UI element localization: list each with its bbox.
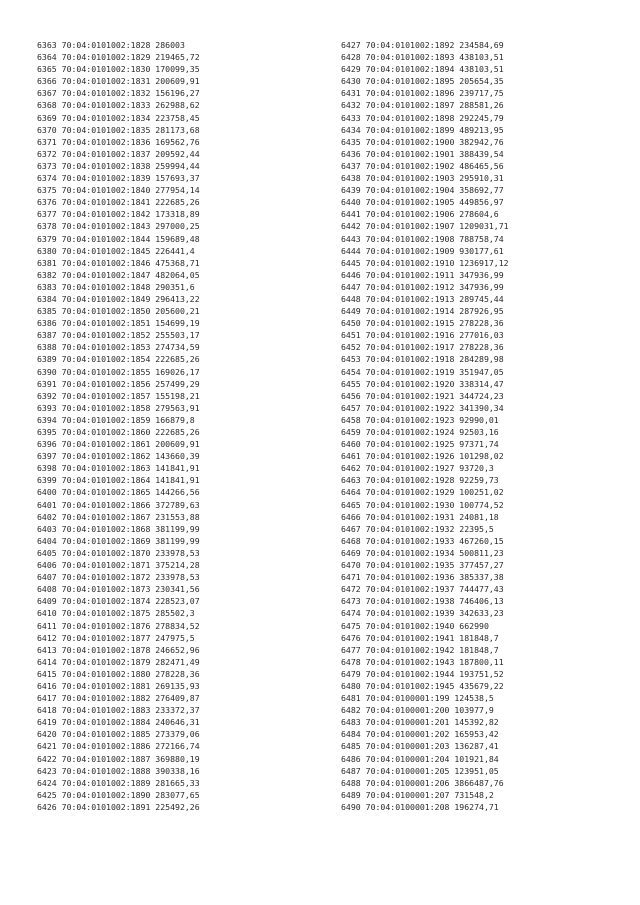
record-line: 6422 70:04:0101002:1887 369880,19	[37, 753, 200, 764]
record-line: 6433 70:04:0101002:1898 292245,79	[341, 112, 504, 123]
record-line: 6421 70:04:0101002:1886 272166,74	[37, 741, 200, 752]
record-line: 6434 70:04:0101002:1899 489213,95	[341, 124, 504, 135]
record-line: 6406 70:04:0101002:1871 375214,28	[37, 560, 200, 571]
record-line: 6370 70:04:0101002:1835 281173,68	[37, 124, 200, 135]
record-line: 6391 70:04:0101002:1856 257499,29	[37, 378, 200, 389]
record-line: 6363 70:04:0101002:1828 286003	[37, 40, 185, 50]
record-line: 6378 70:04:0101002:1843 297000,25	[37, 221, 200, 232]
record-line: 6448 70:04:0101002:1913 289745,44	[341, 293, 504, 304]
record-line: 6447 70:04:0101002:1912 347936,99	[341, 281, 504, 292]
record-line: 6367 70:04:0101002:1832 156196,27	[37, 88, 200, 99]
record-line: 6478 70:04:0101002:1943 187800,11	[341, 656, 504, 667]
record-line: 6401 70:04:0101002:1866 372789,63	[37, 499, 200, 510]
record-line: 6412 70:04:0101002:1877 247975,5	[37, 632, 195, 643]
record-line: 6394 70:04:0101002:1859 166879,8	[37, 414, 195, 425]
record-line: 6454 70:04:0101002:1919 351947,05	[341, 366, 504, 377]
record-line: 6462 70:04:0101002:1927 93720,3	[341, 463, 494, 474]
record-line: 6429 70:04:0101002:1894 438103,51	[341, 64, 504, 75]
record-line: 6379 70:04:0101002:1844 159689,48	[37, 233, 200, 244]
record-line: 6424 70:04:0101002:1889 281665,33	[37, 777, 200, 788]
record-line: 6431 70:04:0101002:1896 239717,75	[341, 88, 504, 99]
record-line: 6372 70:04:0101002:1837 209592,44	[37, 148, 200, 159]
record-line: 6390 70:04:0101002:1855 169026,17	[37, 366, 200, 377]
record-line: 6411 70:04:0101002:1876 278834,52	[37, 620, 200, 631]
record-line: 6437 70:04:0101002:1902 486465,56	[341, 160, 504, 171]
record-line: 6407 70:04:0101002:1872 233978,53	[37, 572, 200, 583]
record-line: 6477 70:04:0101002:1942 181848,7	[341, 644, 499, 655]
record-line: 6403 70:04:0101002:1868 381199,99	[37, 523, 200, 534]
record-line: 6483 70:04:0100001:201 145392,82	[341, 717, 499, 728]
record-line: 6413 70:04:0101002:1878 246652,96	[37, 644, 200, 655]
record-line: 6487 70:04:0100001:205 123951,05	[341, 765, 499, 776]
record-line: 6464 70:04:0101002:1929 100251,02	[341, 487, 504, 498]
record-line: 6388 70:04:0101002:1853 274734,59	[37, 342, 200, 353]
record-line: 6449 70:04:0101002:1914 287926,95	[341, 306, 504, 317]
record-line: 6455 70:04:0101002:1920 338314,47	[341, 378, 504, 389]
record-line: 6364 70:04:0101002:1829 219465,72	[37, 52, 200, 63]
record-line: 6395 70:04:0101002:1860 222685,26	[37, 427, 200, 437]
record-line: 6393 70:04:0101002:1858 279563,91	[37, 402, 200, 413]
record-line: 6430 70:04:0101002:1895 205654,35	[341, 76, 504, 87]
record-line: 6415 70:04:0101002:1880 278228,36	[37, 668, 200, 679]
record-line: 6479 70:04:0101002:1944 193751,52	[341, 668, 504, 679]
record-line: 6463 70:04:0101002:1928 92259,73	[341, 475, 499, 486]
record-line: 6435 70:04:0101002:1900 382942,76	[341, 136, 504, 147]
record-line: 6451 70:04:0101002:1916 277016,03	[341, 330, 504, 341]
record-line: 6470 70:04:0101002:1935 377457,27	[341, 560, 504, 571]
record-line: 6384 70:04:0101002:1849 296413,22	[37, 293, 200, 304]
record-line: 6456 70:04:0101002:1921 344724,23	[341, 390, 504, 401]
record-line: 6381 70:04:0101002:1846 475368,71	[37, 257, 200, 268]
record-line: 6436 70:04:0101002:1901 388439,54	[341, 148, 504, 159]
record-line: 6490 70:04:0100001:208 196274,71	[341, 801, 499, 812]
record-line: 6400 70:04:0101002:1865 144266,56	[37, 487, 200, 498]
record-line: 6408 70:04:0101002:1873 230341,56	[37, 584, 200, 595]
right-column	[341, 39, 631, 813]
record-line: 6484 70:04:0100001:202 165953,42	[341, 729, 499, 740]
record-line: 6392 70:04:0101002:1857 155198,21	[37, 390, 200, 401]
record-line: 6404 70:04:0101002:1869 381199,99	[37, 535, 200, 546]
record-line: 6432 70:04:0101002:1897 288581,26	[341, 100, 504, 111]
record-line: 6445 70:04:0101002:1910 1236917,12	[341, 257, 509, 268]
record-line: 6402 70:04:0101002:1867 231553,88	[37, 511, 200, 522]
record-line: 6440 70:04:0101002:1905 449856,97	[341, 197, 504, 208]
record-line: 6377 70:04:0101002:1842 173318,89	[37, 209, 200, 220]
record-line: 6417 70:04:0101002:1882 276409,87	[37, 693, 200, 704]
record-line: 6443 70:04:0101002:1908 788758,74	[341, 233, 504, 244]
record-line: 6389 70:04:0101002:1854 222685,26	[37, 354, 200, 365]
record-line: 6489 70:04:0100001:207 731548,2	[341, 789, 494, 800]
record-line: 6439 70:04:0101002:1904 358692,77	[341, 185, 504, 196]
record-line: 6398 70:04:0101002:1863 141841,91	[37, 463, 200, 474]
record-line: 6476 70:04:0101002:1941 181848,7	[341, 632, 499, 643]
record-line: 6385 70:04:0101002:1850 205600,21	[37, 306, 200, 317]
record-line: 6442 70:04:0101002:1907 1209031,71	[341, 221, 509, 232]
record-line: 6480 70:04:0101002:1945 435679,22	[341, 680, 504, 691]
record-line: 6371 70:04:0101002:1836 169562,76	[37, 136, 200, 147]
record-line: 6459 70:04:0101002:1924 92503,16	[341, 427, 499, 437]
record-line: 6444 70:04:0101002:1909 930177,61	[341, 245, 504, 256]
record-line: 6474 70:04:0101002:1939 342633,23	[341, 608, 504, 619]
record-line: 6374 70:04:0101002:1839 157693,37	[37, 173, 200, 184]
record-line: 6418 70:04:0101002:1883 233372,37	[37, 705, 200, 716]
record-line: 6428 70:04:0101002:1893 438103,51	[341, 52, 504, 63]
left-column	[37, 39, 327, 813]
record-line: 6419 70:04:0101002:1884 240646,31	[37, 717, 200, 728]
record-line: 6427 70:04:0101002:1892 234584,69	[341, 40, 504, 50]
record-line: 6383 70:04:0101002:1848 290351,6	[37, 281, 195, 292]
record-line: 6453 70:04:0101002:1918 284289,98	[341, 354, 504, 365]
record-line: 6452 70:04:0101002:1917 278228,36	[341, 342, 504, 353]
record-line: 6461 70:04:0101002:1926 101298,02	[341, 451, 504, 462]
record-line: 6467 70:04:0101002:1932 22395,5	[341, 523, 494, 534]
record-line: 6366 70:04:0101002:1831 200609,91	[37, 76, 200, 87]
record-line: 6450 70:04:0101002:1915 278228,36	[341, 318, 504, 329]
record-line: 6414 70:04:0101002:1879 282471,49	[37, 656, 200, 667]
record-line: 6457 70:04:0101002:1922 341390,34	[341, 402, 504, 413]
record-line: 6485 70:04:0100001:203 136287,41	[341, 741, 499, 752]
record-line: 6486 70:04:0100001:204 101921,84	[341, 753, 499, 764]
record-line: 6373 70:04:0101002:1838 259994,44	[37, 160, 200, 171]
record-line: 6458 70:04:0101002:1923 92990,01	[341, 414, 499, 425]
record-line: 6420 70:04:0101002:1885 273379,06	[37, 729, 200, 740]
record-line: 6425 70:04:0101002:1890 283077,65	[37, 789, 200, 800]
record-line: 6469 70:04:0101002:1934 500811,23	[341, 547, 504, 558]
record-line: 6386 70:04:0101002:1851 154699,19	[37, 318, 200, 329]
record-line: 6375 70:04:0101002:1840 277954,14	[37, 185, 200, 196]
record-line: 6473 70:04:0101002:1938 746406,13	[341, 596, 504, 607]
record-line: 6488 70:04:0100001:206 3866487,76	[341, 777, 504, 788]
record-line: 6465 70:04:0101002:1930 100774,52	[341, 499, 504, 510]
record-line: 6438 70:04:0101002:1903 295910,31	[341, 173, 504, 184]
record-line: 6409 70:04:0101002:1874 228523,07	[37, 596, 200, 607]
record-line: 6468 70:04:0101002:1933 467260,15	[341, 535, 504, 546]
record-line: 6397 70:04:0101002:1862 143660,39	[37, 451, 200, 462]
record-line: 6380 70:04:0101002:1845 226441,4	[37, 245, 195, 256]
record-line: 6423 70:04:0101002:1888 390338,16	[37, 765, 200, 776]
record-line: 6369 70:04:0101002:1834 223758,45	[37, 112, 200, 123]
record-line: 6482 70:04:0100001:200 103977,9	[341, 705, 494, 716]
record-line: 6376 70:04:0101002:1841 222685,26	[37, 197, 200, 208]
record-line: 6368 70:04:0101002:1833 262988,62	[37, 100, 200, 111]
record-line: 6399 70:04:0101002:1864 141841,91	[37, 475, 200, 486]
record-line: 6410 70:04:0101002:1875 285502,3	[37, 608, 195, 619]
record-line: 6466 70:04:0101002:1931 24081,18	[341, 511, 499, 522]
record-line: 6475 70:04:0101002:1940 662990	[341, 620, 489, 631]
record-line: 6481 70:04:0100001:199 124538,5	[341, 693, 494, 704]
record-line: 6405 70:04:0101002:1870 233978,53	[37, 547, 200, 558]
record-line: 6396 70:04:0101002:1861 200609,91	[37, 439, 200, 450]
record-line: 6382 70:04:0101002:1847 482064,05	[37, 269, 200, 280]
record-line: 6460 70:04:0101002:1925 97371,74	[341, 439, 499, 450]
record-line: 6365 70:04:0101002:1830 170099,35	[37, 64, 200, 75]
record-line: 6471 70:04:0101002:1936 385337,38	[341, 572, 504, 583]
record-line: 6472 70:04:0101002:1937 744477,43	[341, 584, 504, 595]
record-line: 6416 70:04:0101002:1881 269135,93	[37, 680, 200, 691]
record-line: 6446 70:04:0101002:1911 347936,99	[341, 269, 504, 280]
record-line: 6441 70:04:0101002:1906 278604,6	[341, 209, 499, 220]
record-line: 6387 70:04:0101002:1852 255503,17	[37, 330, 200, 341]
record-line: 6426 70:04:0101002:1891 225492,26	[37, 801, 200, 812]
